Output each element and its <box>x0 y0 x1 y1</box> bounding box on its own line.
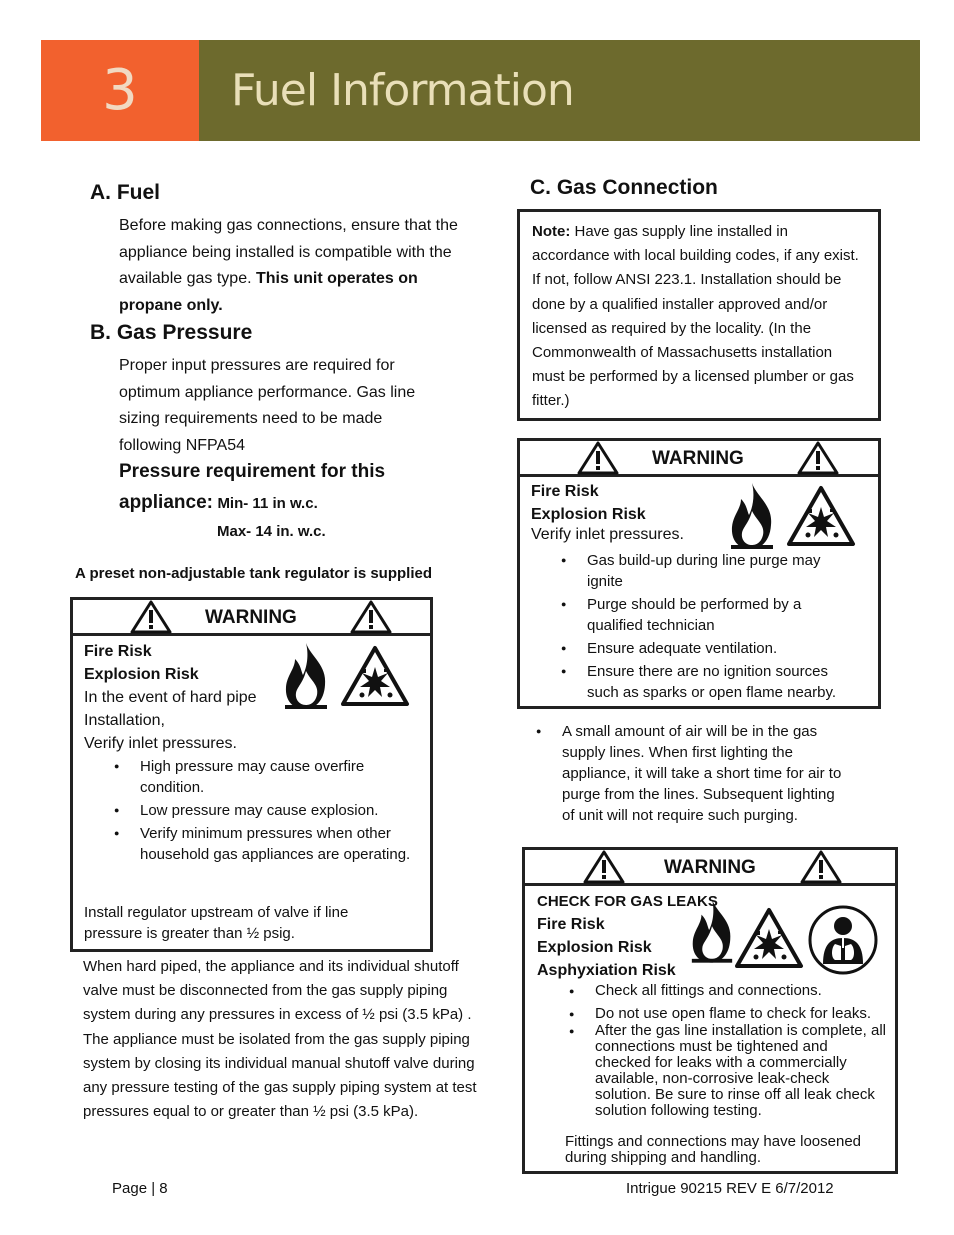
pressure-requirement-values <box>119 492 318 514</box>
risk-list <box>531 480 646 526</box>
air-purge-note <box>534 721 844 826</box>
list-item: ● After the gas line installation is complete, all connections must be tightened and checked for leaks with a commercially available, non-corrosive leak-check solution. Be sure to rinse off all leak check solution following testing. <box>567 1023 887 1119</box>
explosion-risk-label: Explosion Risk <box>531 506 646 523</box>
warning-bullets <box>559 550 859 703</box>
appliance-label: appliance: <box>119 492 213 513</box>
fire-risk-label: Fire Risk <box>537 916 605 933</box>
warning-box-purge <box>517 438 881 709</box>
warning-triangle-icon <box>577 441 619 475</box>
warning-box-pressure <box>70 597 433 952</box>
document-revision: Intrigue 90215 REV E 6/7/2012 <box>626 1180 834 1197</box>
flame-icon <box>727 481 777 551</box>
flame-icon <box>281 641 331 711</box>
note-label: Note: <box>532 223 571 240</box>
warning-label: WARNING <box>664 857 756 878</box>
list-item: ● Purge should be performed by a qualified technician <box>559 594 859 636</box>
pressure-line-1: Proper input pressures are required for <box>119 357 395 374</box>
chapter-number: 3 <box>41 40 199 141</box>
max-pressure: Max- 14 in. w.c. <box>217 523 326 540</box>
explosion-icon <box>340 645 410 707</box>
warning-bullets <box>112 756 412 865</box>
hardpipe-paragraph-1: When hard piped, the appliance and its individual shutoff valve must be disconnected from the gas supply piping system during any pressures in excess of ½ psi (3.5 kPa) . <box>83 958 472 1024</box>
pressure-requirement-title: Pressure requirement for this <box>119 461 386 482</box>
list-item: ● Ensure adequate ventilation. <box>559 638 859 659</box>
section-b-heading: B. Gas Pressure <box>90 321 253 344</box>
section-a-text <box>119 213 479 319</box>
check-gas-leaks-label: CHECK FOR GAS LEAKS <box>537 893 718 910</box>
explosion-icon <box>734 907 804 969</box>
list-item: ● Low pressure may cause explosion. <box>112 800 412 821</box>
section-c-heading: C. Gas Connection <box>530 176 718 199</box>
warning-triangle-icon <box>797 441 839 475</box>
warning-text <box>84 686 257 755</box>
list-item: ● Gas build-up during line purge may ignite <box>559 550 859 592</box>
warning-triangle-icon <box>583 850 625 884</box>
warning-header <box>73 600 430 636</box>
pressure-line-2: optimum appliance performance. Gas line <box>119 383 416 401</box>
warning-header <box>525 850 895 886</box>
warning-line: Installation, <box>84 712 165 729</box>
regulator-note: A preset non-adjustable tank regulator is supplied <box>75 565 433 582</box>
asphyxiation-risk-label: Asphyxiation Risk <box>537 962 676 979</box>
warning-triangle-icon <box>350 600 392 634</box>
warning-bullets <box>567 983 887 1119</box>
note-box <box>517 209 881 421</box>
list-item: ● A small amount of air will be in the gas supply lines. When first lighting the appliance, it will take a short time for air to purge from the lines. Subsequent lighting of unit will not require such purging. <box>534 721 844 826</box>
verify-inlet-text: Verify inlet pressures. <box>531 526 684 543</box>
list-item: ● Ensure there are no ignition sources such as sparks or open flame nearby. <box>559 661 859 703</box>
fuel-paragraph: Before making gas connections, ensure that the appliance being installed is compatible with the available gas type. <box>119 217 458 287</box>
flame-icon <box>688 896 736 966</box>
fire-risk-label: Fire Risk <box>84 643 152 660</box>
warning-label: WARNING <box>652 448 744 469</box>
hardpipe-text <box>83 955 478 1124</box>
pressure-line-4: following NFPA54 <box>119 436 245 454</box>
asphyxiation-icon <box>807 904 879 976</box>
section-a-heading: A. Fuel <box>90 181 161 204</box>
warning-triangle-icon <box>130 600 172 634</box>
min-pressure: Min- 11 in w.c. <box>217 495 318 512</box>
page-title: Fuel Information <box>199 40 920 141</box>
note-text: Have gas supply line installed in accordance with local building codes, if any exist. If not, follow ANSI 223.1. Installation should be done by a qualified installer approved and/or licensed as required by the locality. (In the Commonwealth of Massachusetts installation must be performed by a licensed plumber or gas fitter.) <box>532 223 859 410</box>
explosion-risk-label: Explosion Risk <box>84 666 199 683</box>
gas-connection-note <box>532 220 866 414</box>
list-item: ● Do not use open flame to check for leaks. <box>567 1006 887 1022</box>
warning-header <box>520 441 878 477</box>
explosion-risk-label: Explosion Risk <box>537 939 652 956</box>
warning-line: Verify inlet pressures. <box>84 735 237 752</box>
list-item: ● Verify minimum pressures when other household gas appliances are operating. <box>112 823 412 865</box>
risk-list <box>84 640 199 686</box>
page-number: Page | 8 <box>112 1180 168 1197</box>
explosion-icon <box>786 485 856 547</box>
list-item: ● High pressure may cause overfire condition. <box>112 756 412 798</box>
fittings-note: Fittings and connections may have loosened during shipping and handling. <box>565 1133 862 1166</box>
warning-label: WARNING <box>205 607 297 628</box>
propane-only-note: This unit operates on propane only. <box>119 270 418 314</box>
section-b-text <box>119 353 415 459</box>
warning-box-leaks <box>522 847 898 1174</box>
hardpipe-paragraph-2: The appliance must be isolated from the gas supply piping system by closing its individual manual shutoff valve during any pressure testing of the gas supply piping system at test pressures equal to or greater than ½ psi (3.5 kPa). <box>83 1030 477 1121</box>
pressure-line-3: sizing requirements need to be made <box>119 410 383 427</box>
warning-line: In the event of hard pipe <box>84 689 257 706</box>
fire-risk-label: Fire Risk <box>531 483 599 500</box>
regulator-install-note: Install regulator upstream of valve if line pressure is greater than ½ psig. <box>84 904 349 942</box>
list-item: ● Check all fittings and connections. <box>567 983 887 999</box>
warning-triangle-icon <box>800 850 842 884</box>
